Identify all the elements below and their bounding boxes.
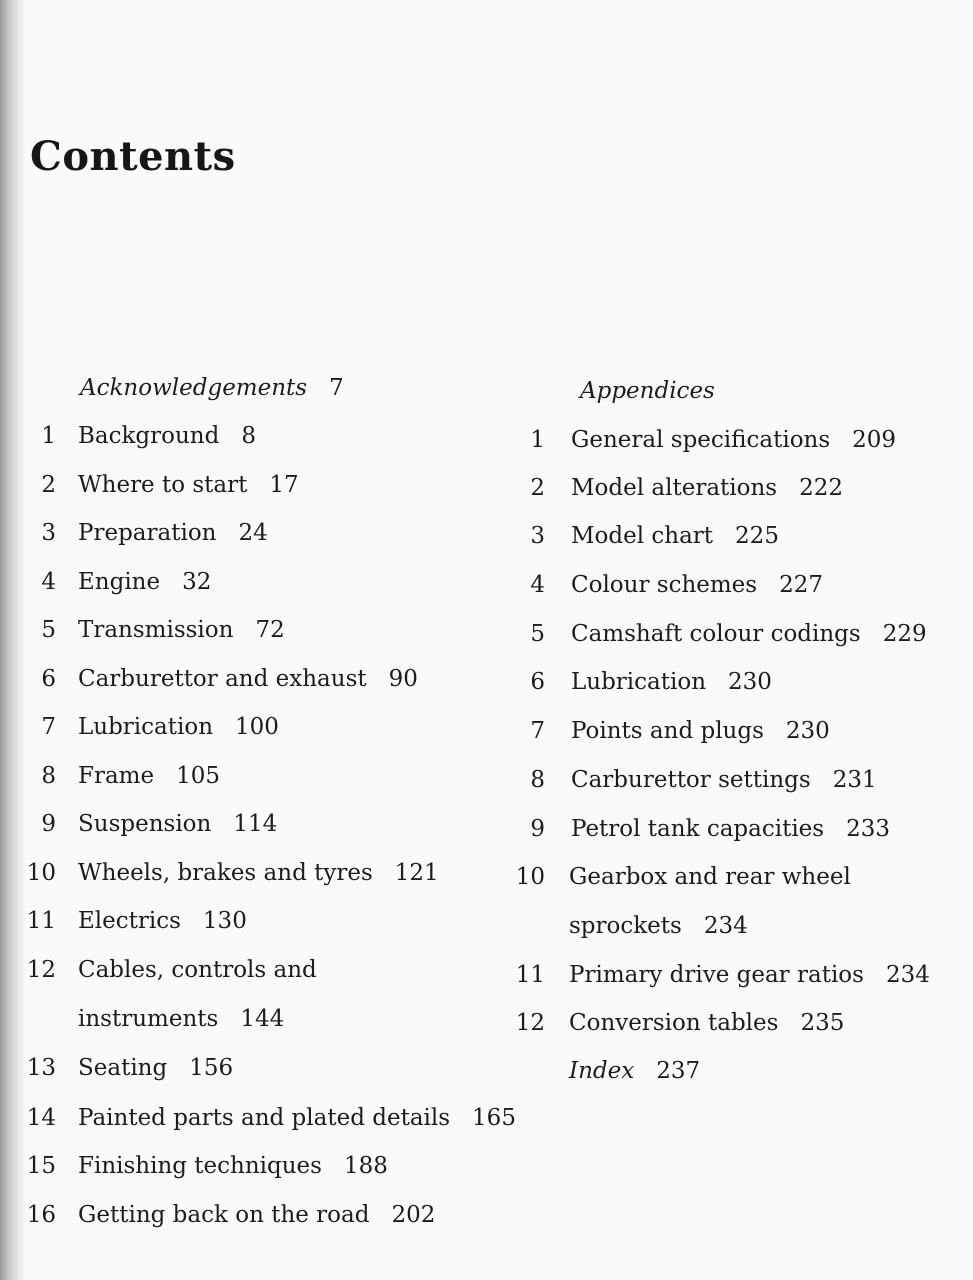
toc-entry-label: Wheels, brakes and tyres — [78, 860, 373, 886]
toc-entry-page: 8 — [241, 423, 256, 449]
toc-entry-number: 3 — [41, 520, 56, 546]
page-title: Contents — [30, 133, 236, 180]
toc-entry-page: 156 — [189, 1055, 234, 1081]
toc-entry-label: Petrol tank capacities — [571, 816, 825, 842]
toc-entry-page: 229 — [882, 621, 927, 647]
toc-entry-page: 32 — [182, 569, 212, 595]
toc-entry-page: 222 — [799, 475, 843, 501]
toc-entry-label: Seating — [78, 1055, 168, 1081]
toc-entry-label: Carburettor settings — [571, 767, 811, 793]
toc-entry-label: Preparation — [78, 520, 217, 546]
toc-entry-page: 235 — [800, 1010, 845, 1036]
toc-entry-label: Lubrication — [571, 669, 707, 695]
toc-entry-label: Getting back on the road — [78, 1202, 370, 1228]
toc-entry-number: 9 — [530, 816, 545, 842]
toc-entry-label: instruments — [78, 1006, 219, 1032]
toc-entry-page: 202 — [391, 1202, 436, 1228]
toc-entry-label: Lubrication — [78, 714, 214, 740]
toc-entry-label: Electrics — [78, 908, 181, 934]
toc-entry-label: Colour schemes — [571, 572, 758, 598]
toc-entry-number: 6 — [41, 666, 56, 692]
toc-entry-appendix-1[interactable] — [530, 425, 897, 455]
toc-entry-page: 237 — [656, 1058, 701, 1084]
toc-entry-label: Primary drive gear ratios — [569, 962, 864, 988]
toc-entry-page: 114 — [233, 811, 278, 837]
toc-entry-label: Engine — [78, 569, 161, 595]
toc-entry-number: 10 — [515, 864, 545, 890]
toc-entry-label: Carburettor and exhaust — [78, 666, 367, 692]
toc-entry-chapter-5[interactable] — [41, 615, 285, 645]
toc-entry-label: General specifications — [571, 427, 831, 453]
toc-entry-label: Gearbox and rear wheel — [569, 864, 851, 890]
toc-entry-number: 4 — [530, 572, 545, 598]
toc-entry-chapter-15[interactable] — [26, 1151, 388, 1181]
toc-entry-number: 11 — [515, 962, 545, 988]
toc-entry-label: Cables, controls and — [78, 957, 317, 983]
toc-entry-number: 9 — [41, 811, 56, 837]
toc-entry-label: Suspension — [78, 811, 212, 837]
toc-entry-number: 7 — [530, 718, 545, 744]
toc-entry-label: Points and plugs — [571, 718, 764, 744]
toc-entry-acknowledgements[interactable] — [80, 373, 344, 403]
toc-entry-chapter-14[interactable] — [26, 1103, 516, 1133]
toc-entry-page: 72 — [255, 617, 285, 643]
toc-entry-chapter-4[interactable] — [41, 567, 212, 597]
toc-entry-appendix-10[interactable] — [515, 862, 851, 892]
toc-entry-number: 5 — [530, 621, 545, 647]
toc-entry-appendix-3[interactable] — [530, 521, 779, 551]
toc-entry-number: 5 — [41, 617, 56, 643]
toc-entry-number: 14 — [26, 1105, 56, 1131]
toc-entry-number: 11 — [26, 908, 56, 934]
appendices-heading: Appendices — [580, 378, 715, 404]
toc-entry-chapter-3[interactable] — [41, 518, 268, 548]
page-spine-shadow — [0, 0, 26, 1280]
toc-entry-chapter-7[interactable] — [41, 712, 279, 742]
toc-entry-chapter-10[interactable] — [26, 858, 439, 888]
toc-entry-chapter-1[interactable] — [41, 421, 256, 451]
toc-entry-page: 105 — [176, 763, 220, 789]
toc-entry-appendix-11[interactable] — [515, 960, 930, 990]
toc-entry-page: 130 — [202, 908, 247, 934]
toc-entry-page: 100 — [235, 714, 279, 740]
toc-entry-number: 6 — [530, 669, 545, 695]
toc-entry-page: 121 — [394, 860, 439, 886]
toc-entry-appendix-12[interactable] — [515, 1008, 845, 1038]
toc-entry-chapter-6[interactable] — [41, 664, 418, 694]
toc-entry-number: 10 — [26, 860, 56, 886]
toc-entry-appendix-10-continued[interactable] — [569, 911, 748, 941]
toc-entry-page: 230 — [785, 718, 830, 744]
toc-entry-chapter-12[interactable] — [26, 955, 317, 985]
toc-entry-appendix-2[interactable] — [530, 473, 843, 503]
toc-entry-number: 8 — [530, 767, 545, 793]
toc-entry-number: 4 — [41, 569, 56, 595]
toc-entry-number: 1 — [41, 423, 56, 449]
toc-entry-number: 16 — [26, 1202, 56, 1228]
toc-entry-index[interactable] — [569, 1056, 700, 1086]
toc-entry-page: 231 — [832, 767, 877, 793]
toc-entry-appendix-4[interactable] — [530, 570, 824, 600]
toc-entry-number: 12 — [26, 957, 56, 983]
toc-entry-label: Painted parts and plated details — [78, 1105, 451, 1131]
toc-entry-number: 8 — [41, 763, 56, 789]
toc-entry-chapter-8[interactable] — [41, 761, 220, 791]
toc-entry-appendix-9[interactable] — [530, 814, 891, 844]
toc-entry-page: 234 — [885, 962, 930, 988]
toc-entry-number: 12 — [515, 1010, 545, 1036]
toc-entry-page: 233 — [846, 816, 891, 842]
toc-entry-appendix-5[interactable] — [530, 619, 927, 649]
toc-entry-label: Transmission — [78, 617, 234, 643]
toc-entry-number: 15 — [26, 1153, 56, 1179]
toc-entry-label: Finishing techniques — [78, 1153, 322, 1179]
toc-entry-page: 209 — [852, 427, 897, 453]
toc-entry-label: Background — [78, 423, 220, 449]
toc-entry-label: Where to start — [78, 472, 248, 498]
toc-entry-label: Model chart — [571, 523, 714, 549]
toc-entry-label: Index — [569, 1058, 635, 1084]
toc-entry-label: Acknowledgements — [80, 375, 308, 401]
toc-entry-number: 1 — [530, 427, 545, 453]
toc-entry-label: Frame — [78, 763, 155, 789]
toc-entry-chapter-2[interactable] — [41, 470, 299, 500]
toc-entry-page: 90 — [388, 666, 418, 692]
toc-entry-appendix-8[interactable] — [530, 765, 877, 795]
toc-entry-chapter-11[interactable] — [26, 906, 247, 936]
toc-entry-number: 2 — [530, 475, 545, 501]
toc-entry-page: 144 — [240, 1006, 285, 1032]
toc-entry-label: Model alterations — [571, 475, 778, 501]
toc-entry-chapter-16[interactable] — [26, 1200, 436, 1230]
toc-entry-label: Camshaft colour codings — [571, 621, 861, 647]
toc-entry-page: 7 — [329, 375, 344, 401]
toc-entry-page: 24 — [238, 520, 268, 546]
toc-entry-number: 3 — [530, 523, 545, 549]
toc-entry-chapter-9[interactable] — [41, 809, 278, 839]
toc-entry-page: 225 — [735, 523, 779, 549]
toc-entry-page: 188 — [343, 1153, 388, 1179]
toc-entry-page: 234 — [703, 913, 748, 939]
toc-entry-page: 17 — [269, 472, 299, 498]
toc-entry-number: 7 — [41, 714, 56, 740]
toc-entry-number: 2 — [41, 472, 56, 498]
toc-entry-label: sprockets — [569, 913, 682, 939]
toc-entry-page: 227 — [779, 572, 824, 598]
toc-entry-chapter-13[interactable] — [26, 1053, 234, 1083]
toc-entry-appendix-7[interactable] — [530, 716, 830, 746]
toc-entry-page: 165 — [472, 1105, 516, 1131]
toc-entry-number: 13 — [26, 1055, 56, 1081]
toc-entry-chapter-12-continued[interactable] — [78, 1004, 284, 1034]
toc-entry-page: 230 — [728, 669, 772, 695]
toc-entry-appendix-6[interactable] — [530, 667, 772, 697]
toc-entry-label: Conversion tables — [569, 1010, 779, 1036]
